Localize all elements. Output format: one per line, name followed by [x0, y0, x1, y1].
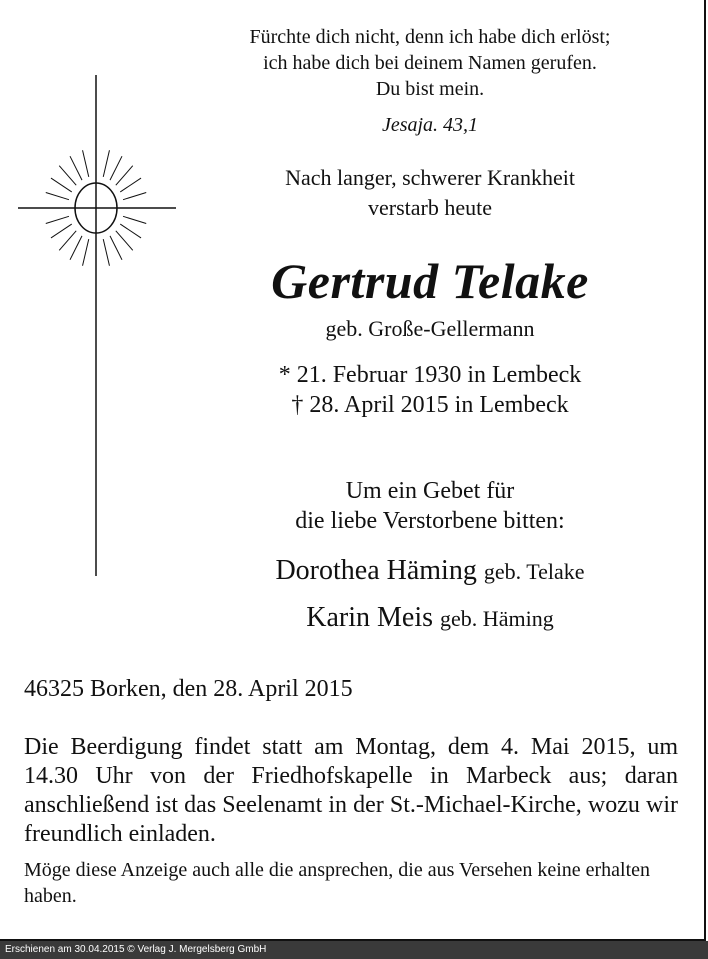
deceased-name: Gertrud Telake	[271, 253, 589, 309]
life-dates	[180, 360, 680, 420]
death-date: † 28. April 2015 in Lembeck	[291, 392, 569, 418]
closing-note: Möge diese Anzeige auch alle die ansprechen, die aus Versehen keine erhalten haben.	[24, 859, 651, 907]
mourner-note: geb. Telake	[483, 559, 585, 584]
place-and-date: 46325 Borken, den 28. April 2015	[24, 676, 353, 702]
cross-with-radiant-sun-icon	[0, 0, 200, 600]
intro-line: Nach langer, schwerer Krankheit	[285, 165, 575, 190]
mourners-list	[180, 548, 680, 642]
request-line: Um ein Gebet für	[345, 478, 515, 504]
mourner-note: geb. Häming	[440, 606, 554, 631]
maiden-name: geb. Große-Gellermann	[325, 316, 535, 341]
birth-date: * 21. Februar 1930 in Lembeck	[278, 362, 582, 388]
verse-line: ich habe dich bei deinem Namen gerufen.	[263, 52, 597, 74]
funeral-details: Die Beerdigung findet statt am Montag, dem 4. Mai 2015, um 14.30 Uhr von der Friedhofskapelle in Marbeck aus; daran anschließend ist das Seelenamt in der St.-Michael-Kirche, wozu wir freundlich einladen.	[24, 734, 678, 847]
verse-line: Fürchte dich nicht, denn ich habe dich erlöst;	[249, 26, 611, 48]
mourner-name: Karin Meis	[306, 602, 434, 633]
verse-reference: Jesaja. 43,1	[381, 114, 479, 136]
intro-line: verstarb heute	[368, 195, 492, 220]
mourner-name: Dorothea Häming	[275, 555, 477, 586]
bible-verse	[180, 24, 680, 102]
request-line: die liebe Verstorbene bitten:	[295, 508, 565, 534]
verse-line: Du bist mein.	[375, 78, 485, 100]
prayer-request	[180, 476, 680, 536]
intro-text	[180, 163, 680, 223]
mourner	[180, 548, 680, 595]
publication-footer: Erschienen am 30.04.2015 © Verlag J. Mergelsberg GmbH	[0, 941, 708, 959]
mourner	[180, 595, 680, 642]
